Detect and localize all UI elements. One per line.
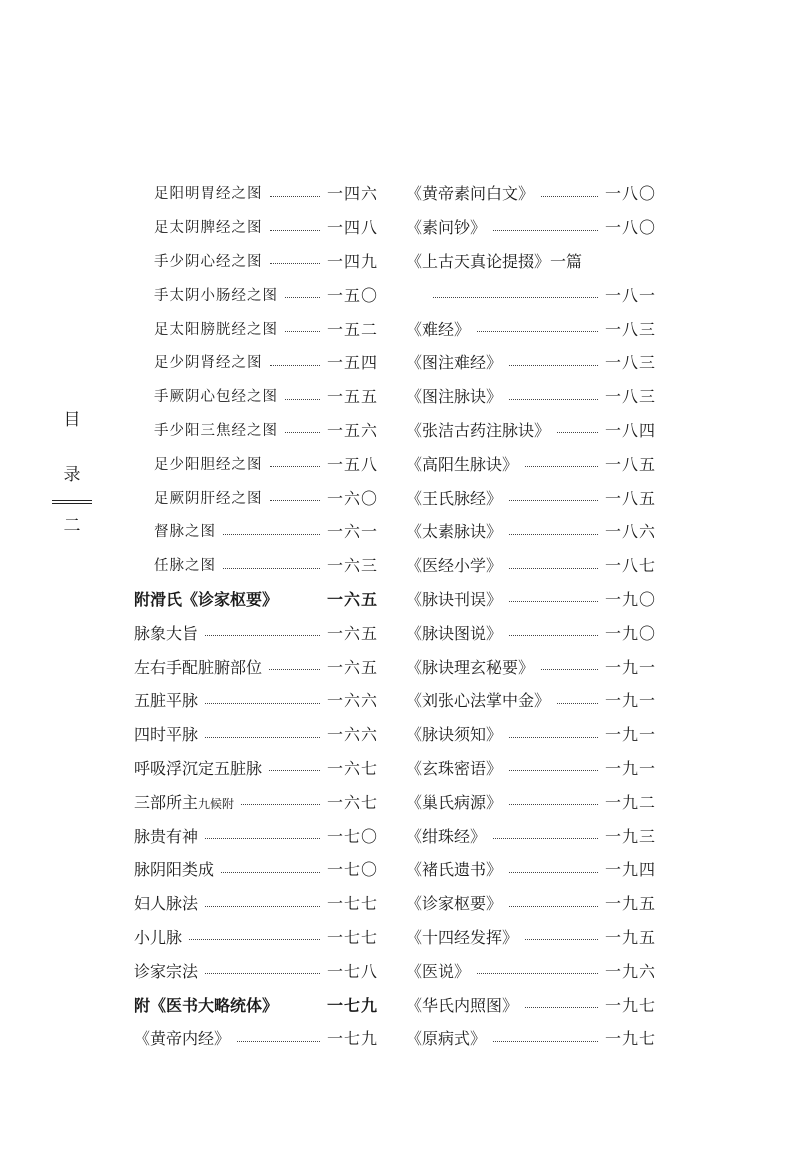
toc-entry-title xyxy=(134,824,198,847)
toc-entry-page: 一九一 xyxy=(604,691,656,711)
toc-entry xyxy=(134,582,378,616)
toc-entry-title-text: 《张洁古药注脉诀》 xyxy=(406,420,551,440)
toc-entry-page: 一九五 xyxy=(604,927,656,947)
toc-entry-title xyxy=(134,250,263,271)
toc-entry-page: 一六七 xyxy=(326,758,378,778)
toc-entry-title-text: 手少阴心经之图 xyxy=(154,253,263,270)
page-number: 二 xyxy=(63,516,81,536)
toc-entry-title-text: 《脉诀刊误》 xyxy=(406,589,503,609)
toc-entry-page: 一五五 xyxy=(326,387,378,407)
toc-entry-title xyxy=(406,553,502,576)
toc-entry-page: 一六五 xyxy=(326,657,378,677)
toc-entry-page: 一四九 xyxy=(326,251,378,271)
toc-entry-page: 一七九 xyxy=(326,995,378,1015)
toc-entry xyxy=(134,751,378,785)
toc-entry-page: 一九三 xyxy=(604,826,656,846)
toc-leader-dots xyxy=(285,296,320,298)
toc-entry-title xyxy=(134,554,216,575)
toc-entry-page: 一七七 xyxy=(326,927,378,947)
toc-leader-dots xyxy=(477,330,598,332)
toc-entry-page: 一八六 xyxy=(604,522,656,542)
toc-entry-title-text: 《上古天真论提掇》一篇 xyxy=(406,251,583,271)
toc-entry-page: 一五四 xyxy=(326,353,378,373)
toc-entry-page: 一九〇 xyxy=(604,589,656,609)
toc-entry-title-text: 足少阳胆经之图 xyxy=(154,456,263,473)
toc-entry-title xyxy=(134,756,262,779)
toc-leader-dots xyxy=(509,398,598,400)
toc-entry xyxy=(406,379,656,413)
toc-entry-title-text: 《太素脉诀》 xyxy=(406,522,503,542)
toc-entry xyxy=(134,717,378,751)
toc-leader-dots xyxy=(205,972,320,974)
toc-entry xyxy=(406,582,656,616)
toc-entry-page: 一九七 xyxy=(604,1029,656,1049)
toc-entry xyxy=(406,987,656,1021)
toc-entry-title-text: 《医说》 xyxy=(406,961,471,981)
toc-entry xyxy=(406,548,656,582)
toc-leader-dots xyxy=(241,803,320,805)
toc-entry-title xyxy=(134,959,198,982)
toc-entry-title xyxy=(406,993,518,1016)
toc-entry-title xyxy=(134,351,263,372)
toc-entry-page: 一七〇 xyxy=(326,860,378,880)
toc-entry-page: 一九二 xyxy=(604,792,656,812)
toc-leader-dots xyxy=(493,229,598,231)
toc-entry-title xyxy=(134,655,262,678)
toc-entry-title-text: 《玄珠密语》 xyxy=(406,758,503,778)
toc-entry-title-text: 手太阴小肠经之图 xyxy=(154,287,278,304)
toc-leader-dots xyxy=(270,262,320,264)
toc-leader-dots xyxy=(270,465,320,467)
toc-entry-title-text: 脉象大旨 xyxy=(134,623,199,643)
toc-leader-dots xyxy=(477,972,598,974)
toc-entry-title-text: 足太阴脾经之图 xyxy=(154,220,263,237)
toc-leader-dots xyxy=(285,431,320,433)
toc-entry-title-text: 妇人脉法 xyxy=(134,894,199,914)
toc-entry-page: 一九一 xyxy=(604,725,656,745)
toc-entry xyxy=(406,277,656,311)
toc-leader-dots xyxy=(509,803,598,805)
toc-leader-dots xyxy=(270,229,320,231)
toc-leader-dots xyxy=(285,1007,320,1008)
toc-entry-page: 一六五 xyxy=(326,589,378,609)
toc-entry-title-text: 呼吸浮沉定五脏脉 xyxy=(134,758,263,778)
toc-entry-title xyxy=(406,621,502,644)
toc-leader-dots xyxy=(509,499,598,501)
toc-leader-dots xyxy=(541,668,598,670)
toc-entry-page: 一八三 xyxy=(604,319,656,339)
toc-entry xyxy=(134,1021,378,1055)
toc-leader-dots xyxy=(589,263,649,264)
toc-entry-page: 一四八 xyxy=(326,218,378,238)
toc-entry-title xyxy=(134,790,234,813)
toc-leader-dots xyxy=(205,702,320,704)
toc-entry-title xyxy=(134,1026,230,1049)
toc-entry-page: 一七七 xyxy=(326,894,378,914)
toc-entry-title-text: 《黄帝素问白文》 xyxy=(406,184,535,204)
toc-entry-title-text: 《高阳生脉诀》 xyxy=(406,454,519,474)
toc-leader-dots xyxy=(509,871,598,873)
toc-leader-dots xyxy=(189,938,320,940)
toc-leader-dots xyxy=(525,1006,598,1008)
margin-char-mu: 目 xyxy=(63,410,81,430)
toc-entry-title-text: 《诊家枢要》 xyxy=(406,894,503,914)
toc-entry xyxy=(134,379,378,413)
toc-leader-dots xyxy=(509,736,598,738)
toc-entry xyxy=(406,920,656,954)
margin-char-lu: 录 xyxy=(63,465,81,485)
toc-entry-title-text: 《刘张心法掌中金》 xyxy=(406,691,551,711)
toc-entry-title xyxy=(134,216,263,237)
toc-entry xyxy=(134,480,378,514)
toc-entry-page: 一八三 xyxy=(604,353,656,373)
toc-entry-title xyxy=(134,453,263,474)
toc-entry-title xyxy=(406,891,502,914)
toc-entry-page: 一八五 xyxy=(604,454,656,474)
toc-leader-dots xyxy=(493,837,598,839)
toc-entry-title-text: 五脏平脉 xyxy=(134,691,199,711)
toc-entry xyxy=(406,784,656,818)
toc-entry-title-text: 《脉诀须知》 xyxy=(406,725,503,745)
toc-entry xyxy=(406,176,656,210)
toc-entry xyxy=(134,210,378,244)
toc-entry-title-text: 《脉诀理玄秘要》 xyxy=(406,657,535,677)
toc-entry-page: 一六七 xyxy=(326,792,378,812)
toc-entry-title-text: 《图注脉诀》 xyxy=(406,387,503,407)
toc-entry xyxy=(134,920,378,954)
toc-leader-dots xyxy=(285,601,320,602)
toc-entry xyxy=(406,345,656,379)
toc-entry xyxy=(406,953,656,987)
toc-entry-title xyxy=(406,1026,486,1049)
toc-entry-title xyxy=(406,790,502,813)
toc-entry xyxy=(134,514,378,548)
toc-entry xyxy=(134,277,378,311)
toc-entry xyxy=(134,548,378,582)
toc-entry-title-text: 《王氏脉经》 xyxy=(406,488,503,508)
toc-entry xyxy=(406,751,656,785)
toc-entry-title xyxy=(406,655,534,678)
toc-entry-title-text: 《脉诀图说》 xyxy=(406,623,503,643)
toc-entry xyxy=(406,244,656,278)
toc-entry-title xyxy=(406,384,502,407)
toc-entry-page: 一七九 xyxy=(326,1029,378,1049)
toc-entry-page: 一八一 xyxy=(604,285,656,305)
toc-entry-title xyxy=(406,722,502,745)
toc-entry-title-text: 《绀珠经》 xyxy=(406,826,487,846)
toc-leader-dots xyxy=(525,938,598,940)
toc-entry-page: 一九五 xyxy=(604,894,656,914)
toc-entry xyxy=(406,1021,656,1055)
toc-entry-title xyxy=(134,487,263,508)
toc-entry-title xyxy=(406,925,518,948)
toc-entry-page: 一五六 xyxy=(326,420,378,440)
toc-entry-page: 一九六 xyxy=(604,961,656,981)
toc-entry-title-text: 《素问钞》 xyxy=(406,218,487,238)
toc-entry xyxy=(134,818,378,852)
toc-leader-dots xyxy=(205,736,320,738)
toc-entry xyxy=(134,311,378,345)
toc-entry-page: 一九七 xyxy=(604,995,656,1015)
toc-leader-dots xyxy=(205,837,320,839)
toc-leader-dots xyxy=(509,533,598,535)
toc-entry-title xyxy=(134,857,214,880)
toc-entry-title-text: 《巢氏病源》 xyxy=(406,792,503,812)
toc-right-column xyxy=(406,176,656,1055)
toc-entry-title-text: 《图注难经》 xyxy=(406,353,503,373)
toc-entry-title xyxy=(134,587,278,610)
toc-entry-title xyxy=(134,993,278,1016)
toc-left-column xyxy=(134,176,378,1055)
toc-entry-title-text: 三部所主 xyxy=(134,792,199,812)
toc-entry-title xyxy=(406,418,550,441)
toc-entry-title xyxy=(134,385,278,406)
toc-entry-page: 一六六 xyxy=(326,725,378,745)
toc-entry-title xyxy=(134,688,198,711)
toc-entry xyxy=(134,852,378,886)
toc-entry xyxy=(134,953,378,987)
toc-entry xyxy=(134,683,378,717)
toc-entry-page: 一七八 xyxy=(326,961,378,981)
toc-entry-title xyxy=(406,181,534,204)
margin-double-rule xyxy=(52,500,92,504)
toc-leader-dots xyxy=(509,567,598,569)
toc-entry-page: 一四六 xyxy=(326,184,378,204)
toc-leader-dots xyxy=(557,431,598,433)
toc-entry-note: 九候附 xyxy=(198,796,235,811)
toc-entry-page: 一六六 xyxy=(326,691,378,711)
toc-entry-page: 一六五 xyxy=(326,623,378,643)
toc-entry-page: 一五八 xyxy=(326,454,378,474)
toc-entry-title xyxy=(134,520,216,541)
toc-entry-title xyxy=(134,925,182,948)
toc-leader-dots xyxy=(509,634,598,636)
toc-entry-page: 一五〇 xyxy=(326,285,378,305)
toc-leader-dots xyxy=(221,871,320,873)
toc-entry-title xyxy=(406,857,502,880)
toc-entry xyxy=(134,244,378,278)
toc-entry xyxy=(406,886,656,920)
toc-leader-dots xyxy=(525,465,598,467)
toc-entry xyxy=(134,176,378,210)
toc-leader-dots xyxy=(433,296,598,298)
toc-leader-dots xyxy=(270,499,320,501)
toc-entry-title xyxy=(406,519,502,542)
toc-entry xyxy=(406,480,656,514)
toc-entry xyxy=(406,649,656,683)
toc-entry-title xyxy=(406,215,486,238)
toc-entry xyxy=(134,987,378,1021)
toc-entry-title xyxy=(134,182,263,203)
toc-entry xyxy=(134,784,378,818)
toc-entry-title xyxy=(134,284,278,305)
toc-leader-dots xyxy=(269,769,320,771)
toc-entry xyxy=(406,413,656,447)
toc-entry-title xyxy=(134,419,278,440)
toc-entry-title-text: 手厥阴心包经之图 xyxy=(154,389,278,406)
toc-entry-title xyxy=(134,722,198,745)
toc-entry-title-text: 《十四经发挥》 xyxy=(406,927,519,947)
toc-entry-title xyxy=(406,959,470,982)
toc-entry-page: 一六三 xyxy=(326,556,378,576)
toc-entry xyxy=(406,446,656,480)
toc-entry xyxy=(406,514,656,548)
toc-entry-title xyxy=(406,350,502,373)
toc-leader-dots xyxy=(205,634,320,636)
toc-entry-page: 一六一 xyxy=(326,522,378,542)
toc-entry-page: 一五二 xyxy=(326,319,378,339)
toc-entry-page: 一八〇 xyxy=(604,184,656,204)
toc-entry-title xyxy=(406,317,470,340)
toc-leader-dots xyxy=(205,905,320,907)
toc-entry xyxy=(406,615,656,649)
toc-entry-title-text: 四时平脉 xyxy=(134,725,199,745)
toc-entry xyxy=(134,649,378,683)
toc-entry-page: 一八五 xyxy=(604,488,656,508)
toc-entry-title-text: 附滑氏《诊家枢要》 xyxy=(134,589,279,609)
toc-entry xyxy=(406,210,656,244)
toc-entry xyxy=(134,345,378,379)
toc-entry-title xyxy=(406,587,502,610)
toc-entry-title xyxy=(406,688,550,711)
toc-leader-dots xyxy=(509,905,598,907)
toc-entry-title-text: 足太阳膀胱经之图 xyxy=(154,321,278,338)
toc-entry-title xyxy=(134,891,198,914)
toc-entry-title-text: 《华氏内照图》 xyxy=(406,995,519,1015)
toc-leader-dots xyxy=(285,398,320,400)
toc-entry-title-text: 《医经小学》 xyxy=(406,556,503,576)
toc-leader-dots xyxy=(509,600,598,602)
toc-entry-title-text: 左右手配脏腑部位 xyxy=(134,657,263,677)
toc-leader-dots xyxy=(269,668,320,670)
toc-entry-title-text: 脉阴阳类成 xyxy=(134,860,215,880)
toc-entry-page: 一七〇 xyxy=(326,826,378,846)
margin-section-tab xyxy=(52,412,92,535)
toc-entry-page: 一八三 xyxy=(604,387,656,407)
toc-leader-dots xyxy=(270,195,320,197)
toc-leader-dots xyxy=(285,330,320,332)
toc-entry-title-text: 诊家宗法 xyxy=(134,961,199,981)
toc-entry-title-text: 足厥阴肝经之图 xyxy=(154,490,263,507)
toc-entry-title-text: 《原病式》 xyxy=(406,1029,487,1049)
toc-entry-page: 一九四 xyxy=(604,860,656,880)
toc-leader-dots xyxy=(557,702,598,704)
toc-entry xyxy=(406,852,656,886)
toc-entry-page: 一九〇 xyxy=(604,623,656,643)
toc-entry xyxy=(406,311,656,345)
toc-entry-title-text: 《黄帝内经》 xyxy=(134,1029,231,1049)
toc-entry-page: 一九一 xyxy=(604,657,656,677)
toc-entry-page: 一八〇 xyxy=(604,218,656,238)
toc-entry-title-text: 脉贵有神 xyxy=(134,826,199,846)
toc-entry-title xyxy=(406,756,502,779)
toc-entry xyxy=(134,615,378,649)
toc-leader-dots xyxy=(270,364,320,366)
toc-leader-dots xyxy=(541,195,598,197)
toc-entry-title xyxy=(406,824,486,847)
toc-leader-dots xyxy=(237,1040,320,1042)
toc-leader-dots xyxy=(223,533,320,535)
toc-entry-page: 一八四 xyxy=(604,420,656,440)
toc-entry-title-text: 督脉之图 xyxy=(154,524,216,541)
toc-entry-title-text: 任脉之图 xyxy=(154,558,216,575)
toc-entry xyxy=(134,413,378,447)
toc-entry-title-text: 足阳明胃经之图 xyxy=(154,186,263,203)
toc-entry-title xyxy=(134,318,278,339)
toc-entry xyxy=(134,886,378,920)
toc-entry-title-text: 足少阴肾经之图 xyxy=(154,355,263,372)
toc-entry-page: 一九一 xyxy=(604,758,656,778)
toc-entry-page: 一六〇 xyxy=(326,488,378,508)
toc-entry-title xyxy=(406,249,582,272)
toc-entry-title xyxy=(406,486,502,509)
toc-entry xyxy=(406,717,656,751)
toc-leader-dots xyxy=(509,364,598,366)
toc-entry-title-text: 附《医书大略统体》 xyxy=(134,995,279,1015)
toc-entry-title xyxy=(406,452,518,475)
toc-entry xyxy=(406,683,656,717)
toc-leader-dots xyxy=(493,1040,598,1042)
toc-leader-dots xyxy=(509,769,598,771)
toc-leader-dots xyxy=(223,567,320,569)
toc-entry xyxy=(134,446,378,480)
toc-entry-title-text: 《难经》 xyxy=(406,319,471,339)
toc-entry-page: 一八七 xyxy=(604,556,656,576)
toc-entry-title-text: 手少阳三焦经之图 xyxy=(154,422,278,439)
toc-entry-title-text: 小儿脉 xyxy=(134,927,183,947)
toc-entry-title xyxy=(134,621,198,644)
toc-entry-title-text: 《褚氏遗书》 xyxy=(406,860,503,880)
toc-entry xyxy=(406,818,656,852)
